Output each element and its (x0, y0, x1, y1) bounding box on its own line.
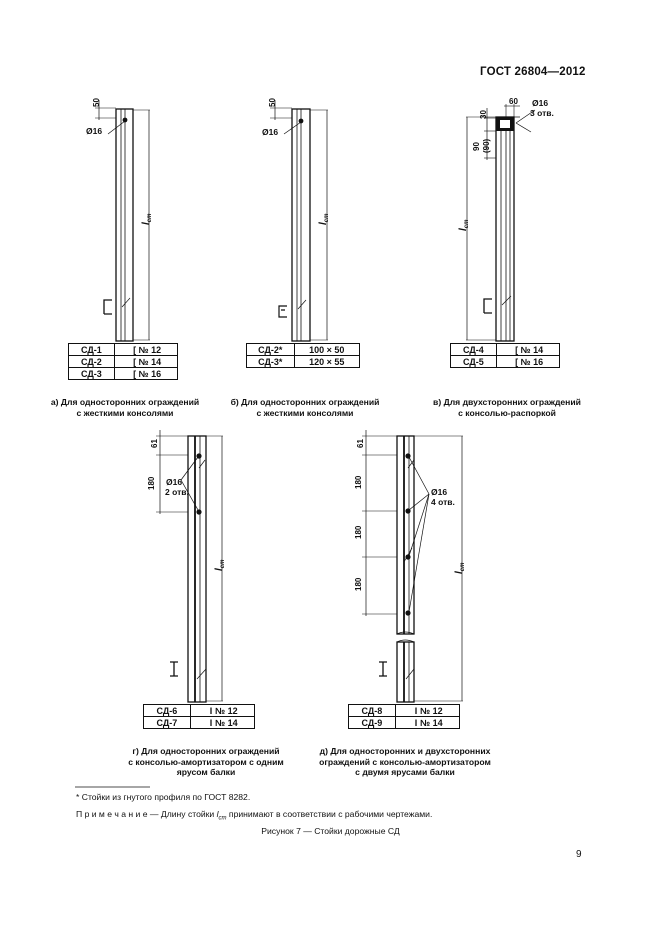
table-row (144, 705, 255, 717)
fig-g-dim-61: 61 (150, 439, 159, 448)
fig-d-lst: $l_{ст}$ (454, 562, 466, 574)
table-a (68, 343, 178, 380)
caption-d: д) Для односторонних и двухсторонних ограждений с консолью-амортизатором с двумя ярусами балки (319, 746, 491, 777)
fig-v-lst: $l_{ст}$ (458, 219, 470, 231)
table-v (450, 343, 560, 368)
fig-v-d16: Ø16 (532, 98, 549, 108)
table-row (69, 344, 178, 356)
table-row (349, 717, 460, 729)
profile-size: I № 14 (190, 717, 254, 729)
profile-size: [ № 14 (496, 344, 559, 356)
profile-name: СД-3* (247, 356, 295, 368)
fig-a-dim-50: 50 (92, 98, 101, 107)
profile-name: СД-3 (69, 368, 115, 380)
profile-size: I № 14 (395, 717, 459, 729)
profile-size: [ № 14 (114, 356, 177, 368)
fig-a-lst: $l_{ст}$ (141, 213, 153, 225)
profile-name: СД-2 (69, 356, 115, 368)
table-b (246, 343, 360, 368)
caption-g: г) Для односторонних ограждений с консолью-амортизатором с одним ярусом балки (128, 746, 284, 777)
table-row (247, 356, 360, 368)
figure-d-drawing (354, 430, 466, 702)
document-code: ГОСТ 26804—2012 (480, 66, 586, 78)
fig-d-dim-180-3: 180 (354, 577, 363, 591)
fig-v-holes3: 3 отв. (530, 108, 554, 118)
table-g (143, 704, 255, 729)
fig-d-dim-61: 61 (356, 439, 365, 448)
profile-size: 120 × 55 (294, 356, 359, 368)
page-number: 9 (576, 849, 582, 860)
profile-size: 100 × 50 (294, 344, 359, 356)
table-row (247, 344, 360, 356)
figure-v-drawing (458, 97, 554, 341)
fig-d-d16: Ø16 (431, 487, 448, 497)
figure-g-drawing (147, 430, 226, 702)
caption-v: в) Для двухсторонних ограждений с консолью-распоркой (433, 397, 581, 418)
footnote: * Стойки из гнутого профиля по ГОСТ 8282. (76, 792, 251, 802)
table-d (348, 704, 460, 729)
table-row (69, 356, 178, 368)
fig-a-d16: Ø16 (86, 126, 103, 136)
profile-name: СД-5 (451, 356, 497, 368)
fig-b-lst: $l_{ст}$ (318, 213, 330, 225)
table-row (451, 356, 560, 368)
fig-v-dim-90: 90 (472, 142, 481, 151)
fig-d-dim-180-1: 180 (354, 475, 363, 489)
profile-size: [ № 16 (114, 368, 177, 380)
profile-name: СД-6 (144, 705, 191, 717)
profile-size: I № 12 (395, 705, 459, 717)
fig-g-lst: $l_{ст}$ (214, 559, 226, 571)
caption-b: б) Для односторонних ограждений с жесткими консолями (230, 397, 380, 418)
profile-size: [ № 12 (114, 344, 177, 356)
fig-v-dim-30: 30 (479, 110, 488, 119)
fig-g-holes2: 2 отв. (165, 487, 189, 497)
caption-a: а) Для односторонних ограждений с жесткими консолями (50, 397, 200, 418)
fig-g-d16: Ø16 (166, 477, 183, 487)
profile-name: СД-9 (349, 717, 396, 729)
table-row (451, 344, 560, 356)
profile-name: СД-4 (451, 344, 497, 356)
table-row (144, 717, 255, 729)
figure-b-drawing (262, 98, 330, 341)
figure-title: Рисунок 7 — Стойки дорожные СД (261, 826, 400, 836)
note: П р и м е ч а н и е — Длину стойки $l_{ст}$ принимают в соответствии с рабочими чертежами. (76, 809, 433, 822)
profile-size: I № 12 (190, 705, 254, 717)
profile-name: СД-8 (349, 705, 396, 717)
fig-v-dim-60: 60 (509, 97, 518, 106)
fig-d-holes4: 4 отв. (431, 497, 455, 507)
fig-b-d16: Ø16 (262, 127, 279, 137)
profile-name: СД-2* (247, 344, 295, 356)
profile-name: СД-7 (144, 717, 191, 729)
profile-name: СД-1 (69, 344, 115, 356)
fig-g-dim-180: 180 (147, 476, 156, 490)
fig-v-dim-90b: (90) (482, 138, 491, 153)
table-row (349, 705, 460, 717)
profile-size: [ № 16 (496, 356, 559, 368)
fig-b-dim-50: 50 (268, 98, 277, 107)
figure-a-drawing (86, 98, 153, 341)
table-row (69, 368, 178, 380)
fig-d-dim-180-2: 180 (354, 525, 363, 539)
